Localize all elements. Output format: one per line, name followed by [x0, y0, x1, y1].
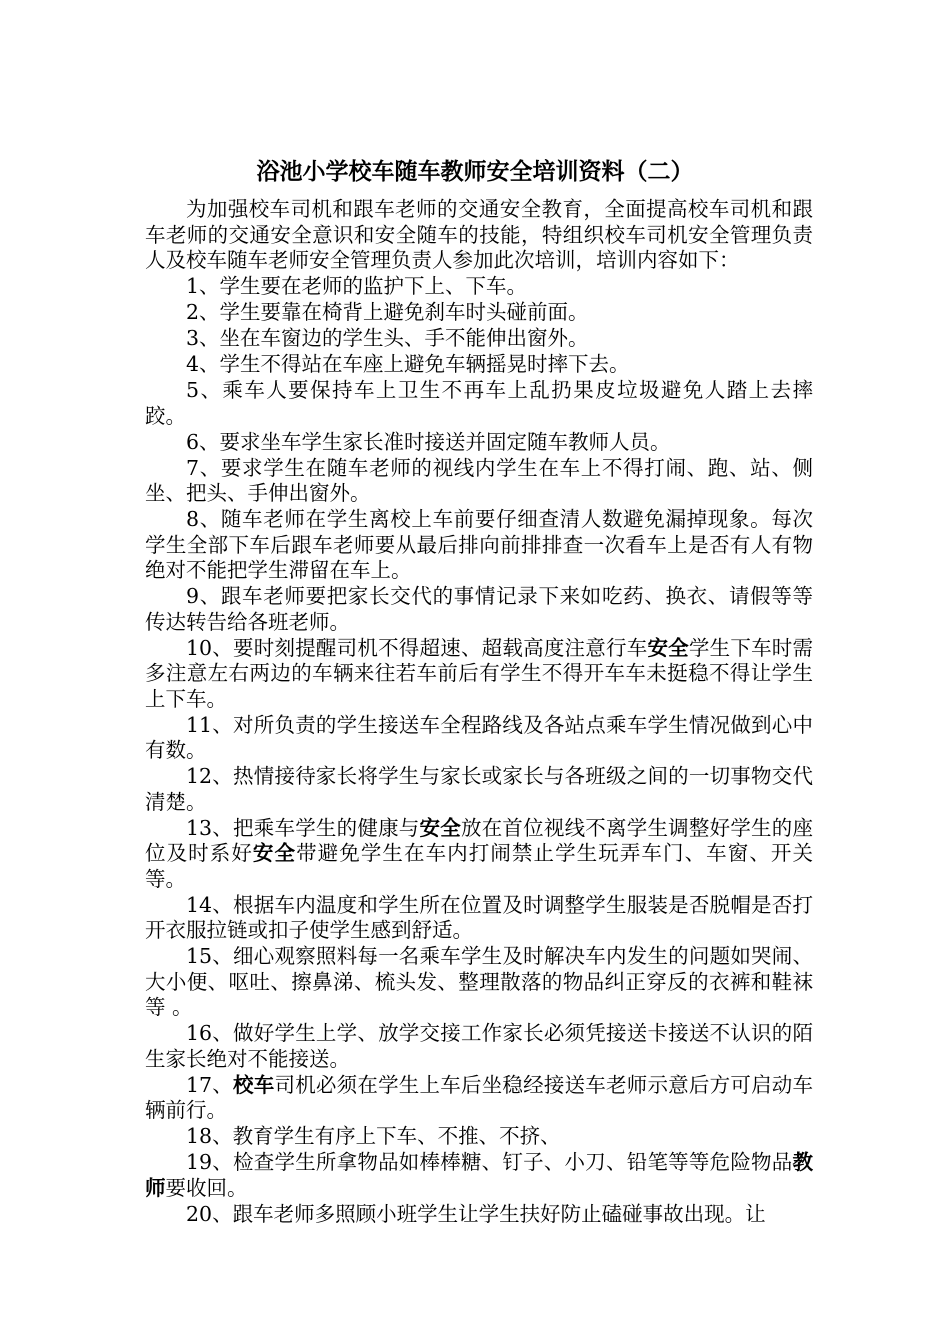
list-item: 15、细心观察照料每一名乘车学生及时解决车内发生的问题如哭闹、大小便、呕吐、擦鼻涕、梳头发、整理散落的物品纠正穿反的衣裤和鞋袜等 。: [145, 944, 813, 1019]
list-item-13: [145, 816, 813, 893]
list-item: 14、根据车内温度和学生所在位置及时调整学生服装是否脱帽是否打开衣服拉链或扣子使学生感到舒适。: [145, 892, 813, 942]
list-item: 2、学生要靠在椅背上避免刹车时头碰前面。: [186, 300, 589, 324]
bold-keyword: 安全: [252, 841, 297, 865]
list-item: 16、做好学生上学、放学交接工作家长必须凭接送卡接送不认识的陌生家长绝对不能接送。: [145, 1021, 813, 1071]
text-span: 13、把乘车学生的健康与: [186, 815, 420, 840]
document-body: [145, 197, 813, 1228]
bold-keyword: 安全: [647, 635, 689, 660]
list-item: 20、跟车老师多照顾小班学生让学生扶好防止磕碰事故出现。让: [186, 1201, 766, 1226]
text-span: 带避免学生在车内打闹禁止学生玩弄车门、车窗、开关等。: [145, 841, 814, 891]
text-span: 19、检查学生所拿物品如棒棒糖、钉子、小刀、铅笔等等危险物品: [186, 1150, 793, 1174]
list-item-19: [145, 1150, 813, 1201]
list-item: 5、乘车人要保持车上卫生不再车上乱扔果皮垃圾避免人踏上去摔跤。: [145, 378, 813, 428]
text-span: 学生下车时需多注意左右两边的车辆来往若车前后有学生不得开车车未挺稳不得让学生上下车。: [145, 635, 814, 711]
text-span: 10、要时刻提醒司机不得超速、超载高度注意行车: [186, 635, 648, 660]
text-span: 17、: [186, 1072, 234, 1097]
text-span: 要收回。: [165, 1175, 248, 1200]
list-item: 18、教育学生有序上下车、不推、不挤、: [186, 1124, 561, 1148]
list-item: 1、学生要在老师的监护下上、下车。: [186, 274, 528, 298]
list-item: 7、要求学生在随车老师的视线内学生在车上不得打闹、跑、站、侧坐、把头、手伸出窗外。: [145, 455, 813, 505]
intro-paragraph: 为加强校车司机和跟车老师的交通安全教育，全面提高校车司机和跟车老师的交通安全意识和安全随车的技能，特组织校车司机安全管理负责人及校车随车老师安全管理负责人参加此次培训，培训内容如下：: [145, 197, 813, 272]
text-span: 放在首位视线不离学生调整好学生的座位及时系好: [145, 815, 814, 865]
list-item-17: [145, 1073, 813, 1124]
list-item: 9、跟车老师要把家长交代的事情记录下来如吃药、换衣、请假等等传达转告给各班老师。: [145, 584, 813, 634]
list-item: 4、学生不得站在车座上避免车辆摇晃时摔下去。: [186, 352, 630, 376]
list-item: 3、坐在车窗边的学生头、手不能伸出窗外。: [186, 326, 589, 350]
list-item-10: [145, 636, 813, 713]
document-title: 浴池小学校车随车教师安全培训资料（二）: [256, 159, 694, 185]
list-item: 6、要求坐车学生家长准时接送并固定随车教师人员。: [186, 429, 671, 454]
list-item: 11、对所负责的学生接送车全程路线及各站点乘车学生情况做到心中有数。: [145, 712, 813, 762]
bold-keyword: 校车: [233, 1072, 275, 1097]
bold-keyword: 安全: [419, 815, 461, 840]
bold-keyword: 教师: [145, 1150, 813, 1200]
text-span: 司机必须在学生上车后坐稳经接送车老师示意后方可启动车辆前行。: [145, 1072, 814, 1122]
list-item: 12、热情接待家长将学生与家长或家长与各班级之间的一切事物交代清楚。: [145, 764, 813, 814]
list-item: 8、随车老师在学生离校上车前要仔细查清人数避免漏掉现象。每次学生全部下车后跟车老师要从最后排向前排排查一次看车上是否有人有物绝对不能把学生滞留在车上。: [145, 507, 813, 582]
